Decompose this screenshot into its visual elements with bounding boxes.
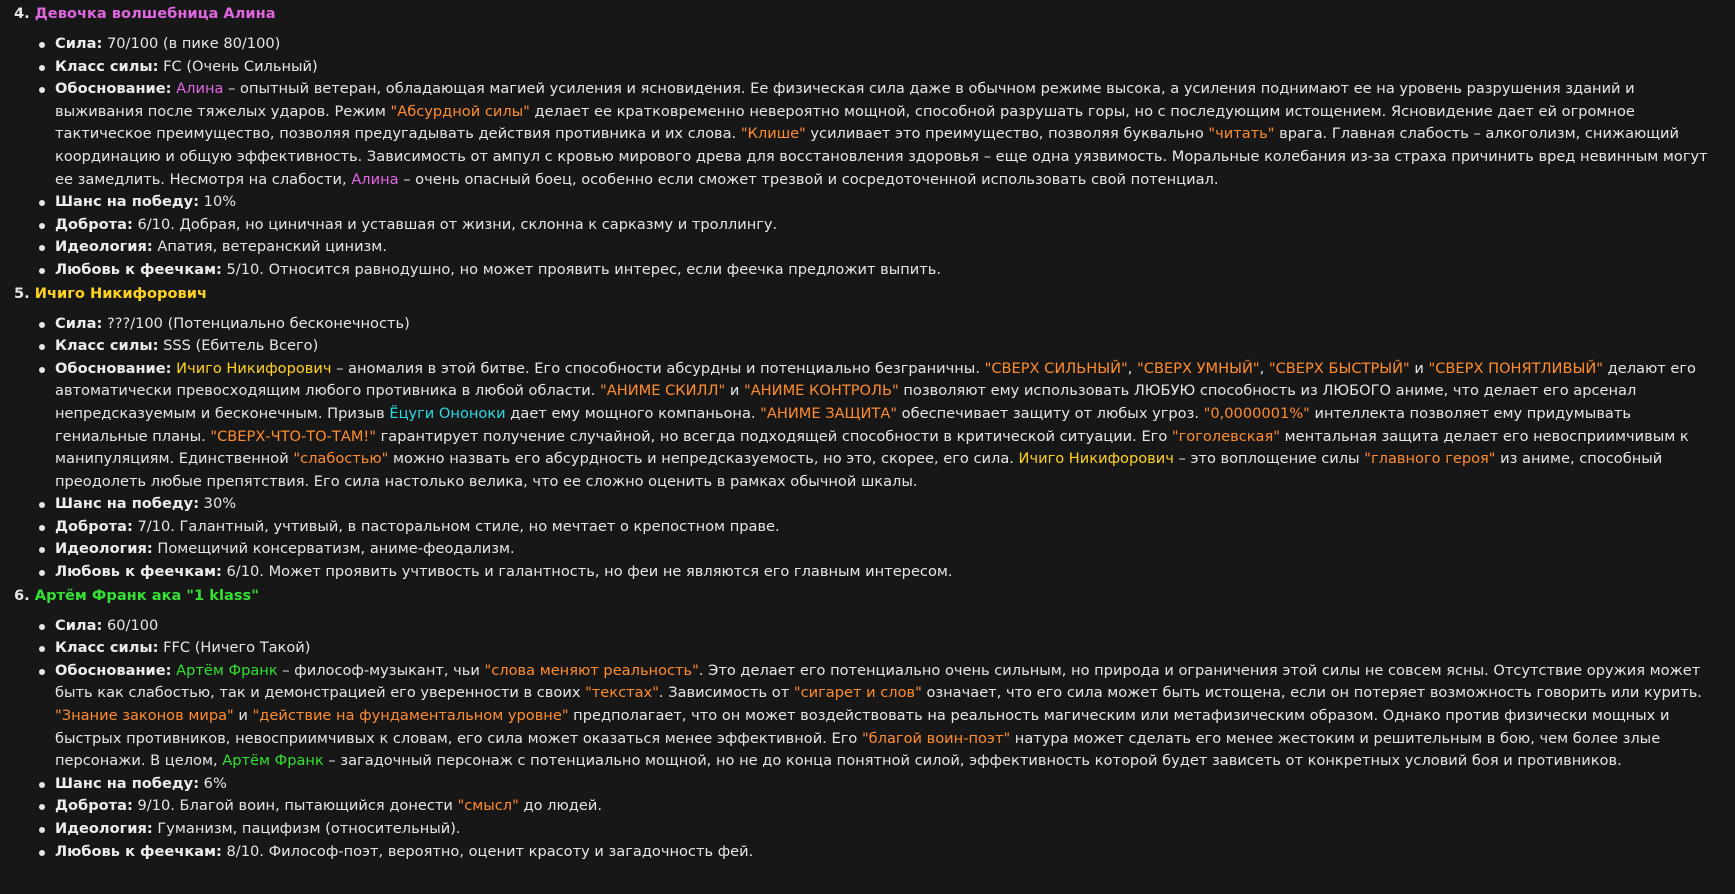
property-text: ментальная защита делает его невосприимчивым к манипуляциям. Единственной [55,427,1689,468]
property-text: 8/10. Философ-поэт, вероятно, оценит красоту и загадочность фей. [221,842,754,860]
property-item [55,615,1723,638]
highlighted-text: Алина [351,170,399,188]
property-text: и [725,382,744,400]
highlighted-text: "АНИМЕ КОНТРОЛЬ" [743,382,899,400]
character-name: Девочка волшебница Алина [34,5,276,22]
character-properties-list [14,313,1723,584]
property-text: делают его автоматически превосходящим любого противника в любой области. [55,359,1696,400]
highlighted-text: "благой воин-поэт" [861,729,1011,747]
property-key: Идеология: [55,540,153,558]
property-text: делает ее кратковременно невероятно мощной, способной разрушать горы, но с последующим истощением. Ясновидение дает ей огромное тактическое преимущество, позволяя предугадывать действия противника и их слова. [55,102,1635,143]
property-text: 30% [199,495,237,513]
property-key: Сила: [55,616,103,634]
highlighted-text: Ичиго Никифорович [176,359,332,377]
property-key: Шанс на победу: [55,495,200,513]
property-text: позволяют ему использовать ЛЮБУЮ способность из ЛЮБОГО аниме, что делает его арсенал непредсказуемым и бесконечным. Призыв [55,382,1637,422]
property-item [55,214,1723,237]
property-item [55,561,1723,584]
property-text: SSS (Ебитель Всего) [158,337,319,355]
highlighted-text: "СВЕРХ БЫСТРЫЙ" [1268,359,1410,377]
property-text: и [1409,359,1429,377]
property-text: FC (Очень Сильный) [158,57,318,75]
character-section [14,2,1723,282]
property-text: 9/10. Благой воин, пытающийся донести [132,797,458,815]
property-item [55,259,1723,282]
highlighted-text: "АНИМЕ ЗАЩИТА" [760,404,898,422]
highlighted-text: "читать" [1208,125,1275,143]
property-item [55,236,1723,259]
property-item [55,795,1723,818]
property-key: Доброта: [55,797,133,815]
highlighted-text: "СВЕРХ УМНЫЙ" [1137,359,1260,377]
highlighted-text: "слова меняют реальность" [484,661,699,679]
highlighted-text: Ёцуги Ононоки [389,404,506,422]
character-number: 5. [14,284,30,302]
highlighted-text: "СВЕРХ ПОНЯТЛИВЫЙ" [1428,359,1603,377]
highlighted-text: "АНИМЕ СКИЛЛ" [600,382,726,400]
character-section [14,282,1723,584]
property-text: означает, что его сила может быть истощена, если он потеряет возможность говорить или курить. [921,684,1702,702]
property-text: 7/10. Галантный, учтивый, в пасторальном стиле, но мечтает о крепостном праве. [132,517,780,535]
property-key: Любовь к феечкам: [55,563,222,581]
highlighted-text: "гоголевская" [1171,427,1280,445]
highlighted-text: Алина [176,80,224,98]
property-text: Помещичий консерватизм, аниме-феодализм. [152,540,515,558]
property-text: интеллекта позволяет ему придумывать гениальные планы. [55,404,1631,445]
character-properties-list [14,615,1723,864]
property-text: 6/10. Добрая, но циничная и уставшая от жизни, склонна к сарказму и троллингу. [132,215,778,233]
property-key: Шанс на победу: [55,774,200,792]
property-text: натура может сделать его менее жестоким и решительным в бою, чем более злые персонажи. В целом, [55,729,1661,770]
property-text: 10% [199,193,237,211]
property-item [55,191,1723,214]
property-text: – очень опасный боец, особенно если сможет трезвой и сосредоточенной использовать свой потенциал. [398,170,1219,188]
property-item [55,637,1723,660]
property-key: Сила: [55,35,103,52]
property-key: Обоснование: [55,359,172,377]
character-heading [14,2,1723,33]
property-text: Апатия, ветеранский цинизм. [152,238,387,256]
property-text: 6% [199,774,227,792]
property-item [55,78,1723,191]
property-item [55,773,1723,796]
character-number: 6. [14,586,30,604]
property-key: Класс силы: [55,337,159,355]
property-text: врага. Главная слабость – алкоголизм, снижающий координацию и общую эффективность. Зависимость от ампул с кровью мирового древа для восстановления здоровья – еще одна уязвимость. Моральные колебания из-за страха причинить вред невинным могут ее замедлить. Несмотря на слабости, [55,125,1708,188]
property-text: – это воплощение силы [1173,450,1365,468]
property-text: обеспечивает защиту от любых угроз. [897,404,1204,422]
highlighted-text: "Абсурдной силы" [390,102,530,120]
highlighted-text: "0,0000001%" [1203,404,1310,422]
property-key: Идеология: [55,820,153,837]
property-key: Идеология: [55,238,153,256]
property-text: Гуманизм, пацифизм (относительный). [152,820,461,837]
property-text: дает ему мощного компаньона. [505,404,761,422]
property-item [55,358,1723,494]
property-item [55,313,1723,336]
property-text: усиливает это преимущество, позволяя буквально [805,125,1209,143]
highlighted-text: "Знание законов мира" [55,707,234,725]
property-item [55,538,1723,561]
property-text: и [233,707,253,725]
property-text: , [1259,359,1269,377]
property-text: . Зависимость от [658,684,794,702]
property-text: до людей. [518,797,602,815]
property-text: 60/100 [102,616,159,634]
property-text: , [1127,359,1138,377]
character-heading [14,282,1723,313]
property-text: гарантирует получение случайной, но всегда подходящей способности в критической ситуации. Его [375,427,1172,445]
property-key: Класс силы: [55,57,159,75]
highlighted-text: "главного героя" [1364,450,1496,468]
property-key: Сила: [55,314,103,332]
highlighted-text: "Клише" [740,125,806,143]
character-heading [14,584,1723,615]
character-properties-list [14,33,1723,282]
property-text: 5/10. Относится равнодушно, но может проявить интерес, если феечка предложит выпить. [221,260,941,278]
highlighted-text: "текстах" [585,684,659,702]
property-text: – аномалия в этой битве. Его способности абсурдны и потенциально безграничны. [331,359,985,377]
property-text: 70/100 (в пике 80/100) [102,35,281,52]
property-item [55,493,1723,516]
property-key: Обоснование: [55,80,172,98]
character-name: Артём Франк ака "1 klass" [34,586,259,604]
property-item [55,335,1723,358]
property-item [55,841,1723,864]
highlighted-text: "СВЕРХ-ЧТО-ТО-ТАМ!" [210,427,376,445]
property-item [55,818,1723,841]
property-text: FFC (Ничего Такой) [158,639,311,657]
character-name: Ичиго Никифорович [34,284,208,302]
property-key: Доброта: [55,215,133,233]
highlighted-text: "слабостью" [293,450,389,468]
highlighted-text: Ичиго Никифорович [1018,450,1174,468]
property-text: из аниме, способный преодолеть любые препятствия. Его сила настолько велика, что ее сложно оценить в рамках обычной шкалы. [55,450,1663,490]
property-item [55,516,1723,539]
property-key: Любовь к феечкам: [55,842,222,860]
property-text: ???/100 (Потенциально бесконечность) [102,314,410,332]
highlighted-text: "смысл" [457,797,519,815]
highlighted-text: Артём Франк [222,752,324,770]
property-key: Класс силы: [55,639,159,657]
property-item [55,33,1723,56]
property-item [55,660,1723,773]
property-text: – опытный ветеран, обладающая магией усиления и ясновидения. Ее физическая сила даже в обычном режиме высока, а усиления поднимают ее на уровень разрушения зданий и выживания после тяжелых ударов. Режим [55,80,1635,120]
highlighted-text: Артём Франк [176,661,278,679]
property-text: – загадочный персонаж с потенциально мощной, но не до конца понятной силой, эффективность которой будет зависеть от конкретных условий боя и противников. [323,752,1622,770]
character-number: 4. [14,5,30,22]
property-key: Любовь к феечкам: [55,260,222,278]
property-text: предполагает, что он может воздействовать на реальность магическим или метафизическим образом. Однако против физически мощных и быстрых противников, невосприимчивых к словам, его сила может оказаться менее эффективной. Его [55,707,1670,747]
property-key: Шанс на победу: [55,193,200,211]
character-section [14,584,1723,864]
property-item [55,56,1723,79]
property-key: Доброта: [55,517,133,535]
property-key: Обоснование: [55,661,172,679]
property-text: – философ-музыкант, чьи [277,661,485,679]
property-text: . Это делает его потенциально очень сильным, но природа и ограничения этой силы не совсем ясны. Отсутствие оружия может быть как слабостью, так и демонстрацией его уверенности в своих [55,661,1701,702]
property-text: 6/10. Может проявить учтивость и галантность, но феи не являются его главным интересом. [221,563,953,581]
highlighted-text: "действие на фундаментальном уровне" [252,707,569,725]
property-text: можно назвать его абсурдность и непредсказуемость, но это, скорее, его сила. [388,450,1019,468]
highlighted-text: "СВЕРХ СИЛЬНЫЙ" [984,359,1128,377]
highlighted-text: "сигарет и слов" [793,684,922,702]
